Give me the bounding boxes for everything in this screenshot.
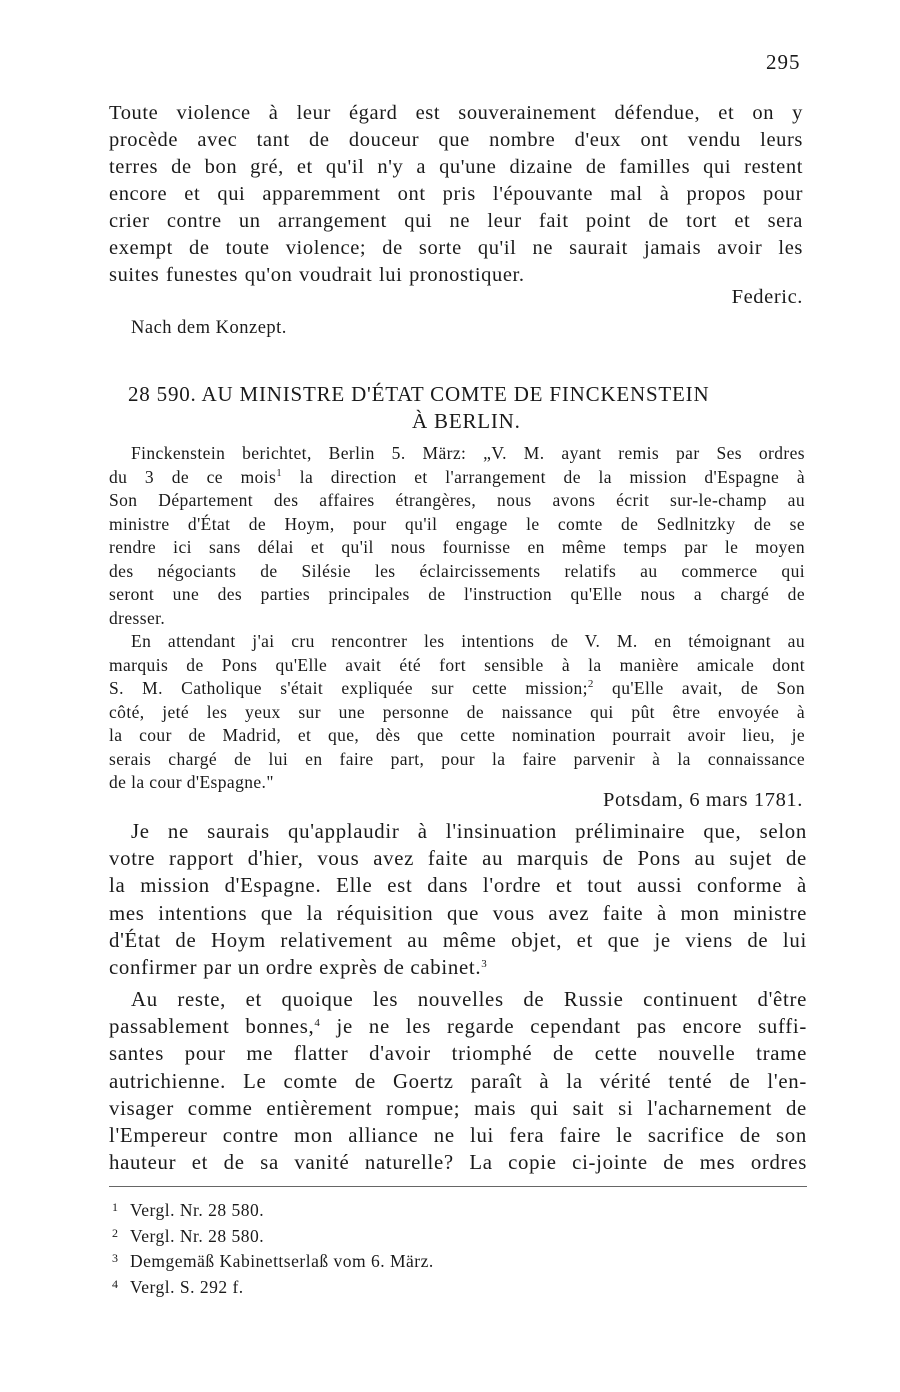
footnote-text: Vergl. S. 292 f. — [130, 1276, 244, 1297]
footnote-ref[interactable]: 4 — [314, 1017, 321, 1030]
footnote-text: Vergl. Nr. 28 580. — [130, 1200, 265, 1220]
text-line: Son Département des affaires étrangères, nous avons écrit sur-le-champ au — [109, 490, 805, 510]
text-line: Je ne saurais qu'applaudir à l'insinuation préliminaire que, selon — [131, 820, 807, 843]
text-line: la cour de Madrid, et que, dès que cette nomination pourrait avoir lieu, je — [109, 725, 805, 745]
report-summary-paragraph-1 — [109, 442, 805, 630]
footnote-text: Vergl. Nr. 28 580. — [130, 1225, 265, 1246]
text-line: des négociants de Silésie les éclaircissements relatifs au commerce qui — [109, 560, 805, 581]
text-line: autrichienne. Le comte de Goertz paraît à la vérité tenté de l'en- — [109, 1069, 807, 1093]
footnotes — [112, 1196, 434, 1298]
footnote-ref[interactable]: 1 — [276, 466, 283, 479]
letter-paragraph-2 — [109, 986, 807, 1176]
text-line: Au reste, et quoique les nouvelles de Russie continuent d'être — [131, 988, 807, 1011]
footnote-divider — [109, 1186, 807, 1187]
footnote — [112, 1196, 434, 1222]
text-line: En attendant j'ai cru rencontrer les intentions de V. M. en témoignant au — [131, 631, 805, 651]
text-line: visager comme entièrement rompue; mais qui sait si l'acharnement de — [109, 1096, 807, 1120]
text-line: santes pour me flatter d'avoir triomphé de cette nouvelle trame — [109, 1042, 807, 1066]
text-line: côté, jeté les yeux sur une personne de naissance qui pût être envoyée à — [109, 701, 805, 722]
footnote-mark: 2 — [112, 1225, 119, 1240]
text-line: terres de bon gré, et qu'il n'y a qu'une dizaine de familles qui restent — [109, 156, 803, 178]
text-line: du 3 de ce mois$^1$ la direction et l'arrangement de la mission d'Espagne à — [109, 466, 805, 487]
footnote — [112, 1247, 434, 1273]
text-line: rendre ici sans délai et qu'il nous fournisse en même temps par le moyen — [109, 537, 805, 557]
letter-heading-destination: À BERLIN. — [412, 409, 521, 433]
text-line: Finckenstein berichtet, Berlin 5. März: „V. M. ayant remis par Ses ordres — [131, 443, 805, 463]
text-line: dresser. — [109, 607, 166, 628]
text-line: confirmer par un ordre exprès de cabinet.$^3$ — [109, 956, 488, 980]
text-line: mes intentions que la réquisition que vous avez faite à mon ministre — [109, 901, 807, 925]
footnote-mark: 3 — [112, 1251, 119, 1265]
text-line: crier contre un arrangement qui ne leur fait point de tort et sera — [109, 210, 803, 232]
text-line: ministre d'État de Hoym, pour qu'il engage le comte de Sedlnitzky de se — [109, 513, 805, 534]
text-line: procède avec tant de douceur que nombre d'eux ont vendu leurs — [109, 129, 803, 151]
text-line: encore et qui apparemment ont pris l'épouvante mal à propos pour — [109, 183, 803, 205]
report-summary-paragraph-2 — [109, 630, 805, 795]
footnote-mark: 1 — [112, 1200, 119, 1214]
letter-paragraph-1 — [109, 818, 807, 981]
text-line: exempt de toute violence; de sorte qu'il ne saurait jamais avoir les — [109, 237, 803, 259]
text-line: votre rapport d'hier, vous avez faite au marquis de Pons au sujet de — [109, 847, 807, 871]
footnote-ref[interactable]: 3 — [481, 958, 488, 971]
footnote — [112, 1222, 434, 1248]
source-note: Nach dem Konzept. — [131, 318, 287, 338]
text-line: passablement bonnes,$^4$ je ne les regarde cependant pas encore suffi- — [109, 1015, 807, 1039]
footnote-ref[interactable]: 2 — [587, 678, 594, 690]
top-paragraph — [109, 100, 803, 289]
letter-heading: 28 590. AU MINISTRE D'ÉTAT COMTE DE FINCKENSTEIN — [128, 382, 710, 406]
text-line: la mission d'Espagne. Elle est dans l'ordre et tout aussi conforme à — [109, 874, 807, 898]
footnote-mark: 4 — [112, 1276, 119, 1291]
page-number: 295 — [766, 50, 801, 74]
text-line: S. M. Catholique s'était expliquée sur cette mission;$^2$ qu'Elle avait, de Son — [109, 678, 805, 698]
text-line: de la cour d'Espagne." — [109, 772, 274, 792]
signature: Federic. — [731, 286, 803, 308]
footnote — [112, 1273, 434, 1299]
text-line: marquis de Pons qu'Elle avait été fort sensible à la manière amicale dont — [109, 654, 805, 675]
text-line: suites funestes qu'on voudrait lui pronostiquer. — [109, 264, 525, 286]
text-line: serais chargé de lui en faire part, pour la faire parvenir à la connaissance — [109, 748, 805, 769]
place-date: Potsdam, 6 mars 1781. — [603, 789, 803, 811]
text-line: seront une des parties principales de l'instruction qu'Elle nous a chargé de — [109, 584, 805, 604]
footnote-text: Demgemäß Kabinettserlaß vom 6. März. — [130, 1251, 434, 1271]
text-line: l'Empereur contre mon alliance ne lui fera faire le sacrifice de son — [109, 1124, 807, 1148]
text-line: Toute violence à leur égard est souverainement défendue, et on y — [109, 102, 803, 124]
text-line: d'État de Hoym relativement au même objet, et que je viens de lui — [109, 928, 807, 952]
text-line: hauteur et de sa vanité naturelle? La copie ci-jointe de mes ordres — [109, 1151, 807, 1175]
